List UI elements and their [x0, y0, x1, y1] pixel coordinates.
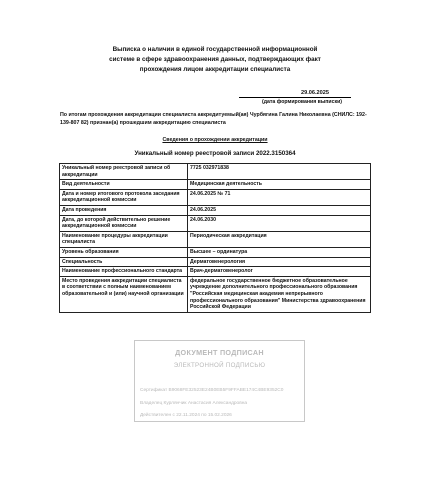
section-title: Сведения о прохождении аккредитации — [162, 137, 268, 143]
row-value: Дерматовенерология — [188, 257, 371, 267]
issue-date-block — [239, 89, 351, 106]
row-value: 24.06.2025 № 71 — [188, 189, 371, 205]
row-label: Наименование процедуры аккредитации специалиста — [60, 231, 188, 247]
title-line: прохождения лицом аккредитации специалиста — [139, 66, 291, 73]
row-value: 7725 032971838 — [188, 164, 371, 180]
row-value: федеральное государственное бюджетное образовательное учреждение дополнительного профессионального образования "Российская медицинская академия непрерывного профессионального образования" Министерства здравоохранения Российской Федерации — [188, 276, 371, 312]
row-label: Наименование профессионального стандарта — [60, 267, 188, 277]
row-value: 24.06.2025 — [188, 205, 371, 215]
table-row — [60, 164, 371, 180]
issue-date: 29.06.2025 — [301, 90, 329, 96]
table-row — [60, 189, 371, 205]
row-value: 24.06.2030 — [188, 215, 371, 231]
row-label: Место проведения аккредитации специалиста в соответствии с полным наименованием образовательной и (или) научной организации — [60, 276, 188, 312]
stamp-title: ДОКУМЕНТ ПОДПИСАН — [175, 348, 264, 357]
title-line: системе в сфере здравоохранения данных, подтверждающих факт — [109, 56, 321, 63]
stamp-validity: Действителен с 22.11.2024 по 15.02.2026 — [140, 413, 232, 418]
table-row — [60, 215, 371, 231]
table-row — [60, 247, 371, 257]
row-value: Медицинская деятельность — [188, 180, 371, 190]
row-label: Дата проведения — [60, 205, 188, 215]
stamp-owner: Владелец Курлянчик Анастасия Александровна — [140, 401, 248, 406]
table-row — [60, 205, 371, 215]
row-value: Высшее – ординатура — [188, 247, 371, 257]
stamp-certificate: Сертификат B9068FE32523E24B0EB5F9FFABE174C4BE9352C0 — [140, 388, 284, 393]
table-row — [60, 257, 371, 267]
issue-date-caption: (дата формирования выписки) — [261, 99, 342, 105]
document-title — [100, 45, 330, 75]
row-label: Специальность — [60, 257, 188, 267]
row-label: Вид деятельности — [60, 180, 188, 190]
registry-number: Уникальный номер реестровой записи 2022.3150364 — [134, 150, 296, 157]
accreditation-table — [59, 163, 371, 313]
row-label: Дата и номер итогового протокола заседания аккредитационной комиссии — [60, 189, 188, 205]
row-value: Периодическая аккредитация — [188, 231, 371, 247]
title-line: Выписка о наличии в единой государственной информационной — [112, 46, 318, 53]
row-value: Врач-дерматовенеролог — [188, 267, 371, 277]
electronic-signature-stamp — [134, 340, 305, 422]
table-row — [60, 231, 371, 247]
table-row — [60, 276, 371, 312]
row-label: Уровень образования — [60, 247, 188, 257]
table-row — [60, 267, 371, 277]
row-label: Дата, до которой действительно решение аккредитационной комиссии — [60, 215, 188, 231]
row-label: Уникальный номер реестровой записи об аккредитации — [60, 164, 188, 180]
table-row — [60, 180, 371, 190]
stamp-subtitle: ЭЛЕКТРОННОЙ ПОДПИСЬЮ — [173, 362, 266, 369]
intro-paragraph: По итогам прохождения аккредитации специалиста аккредитуемый(ая) Чурбягина Галина Николаевна (СНИЛС: 192-139-807 82) признан(а) прошедшим аккредитацию специалиста — [60, 112, 367, 126]
